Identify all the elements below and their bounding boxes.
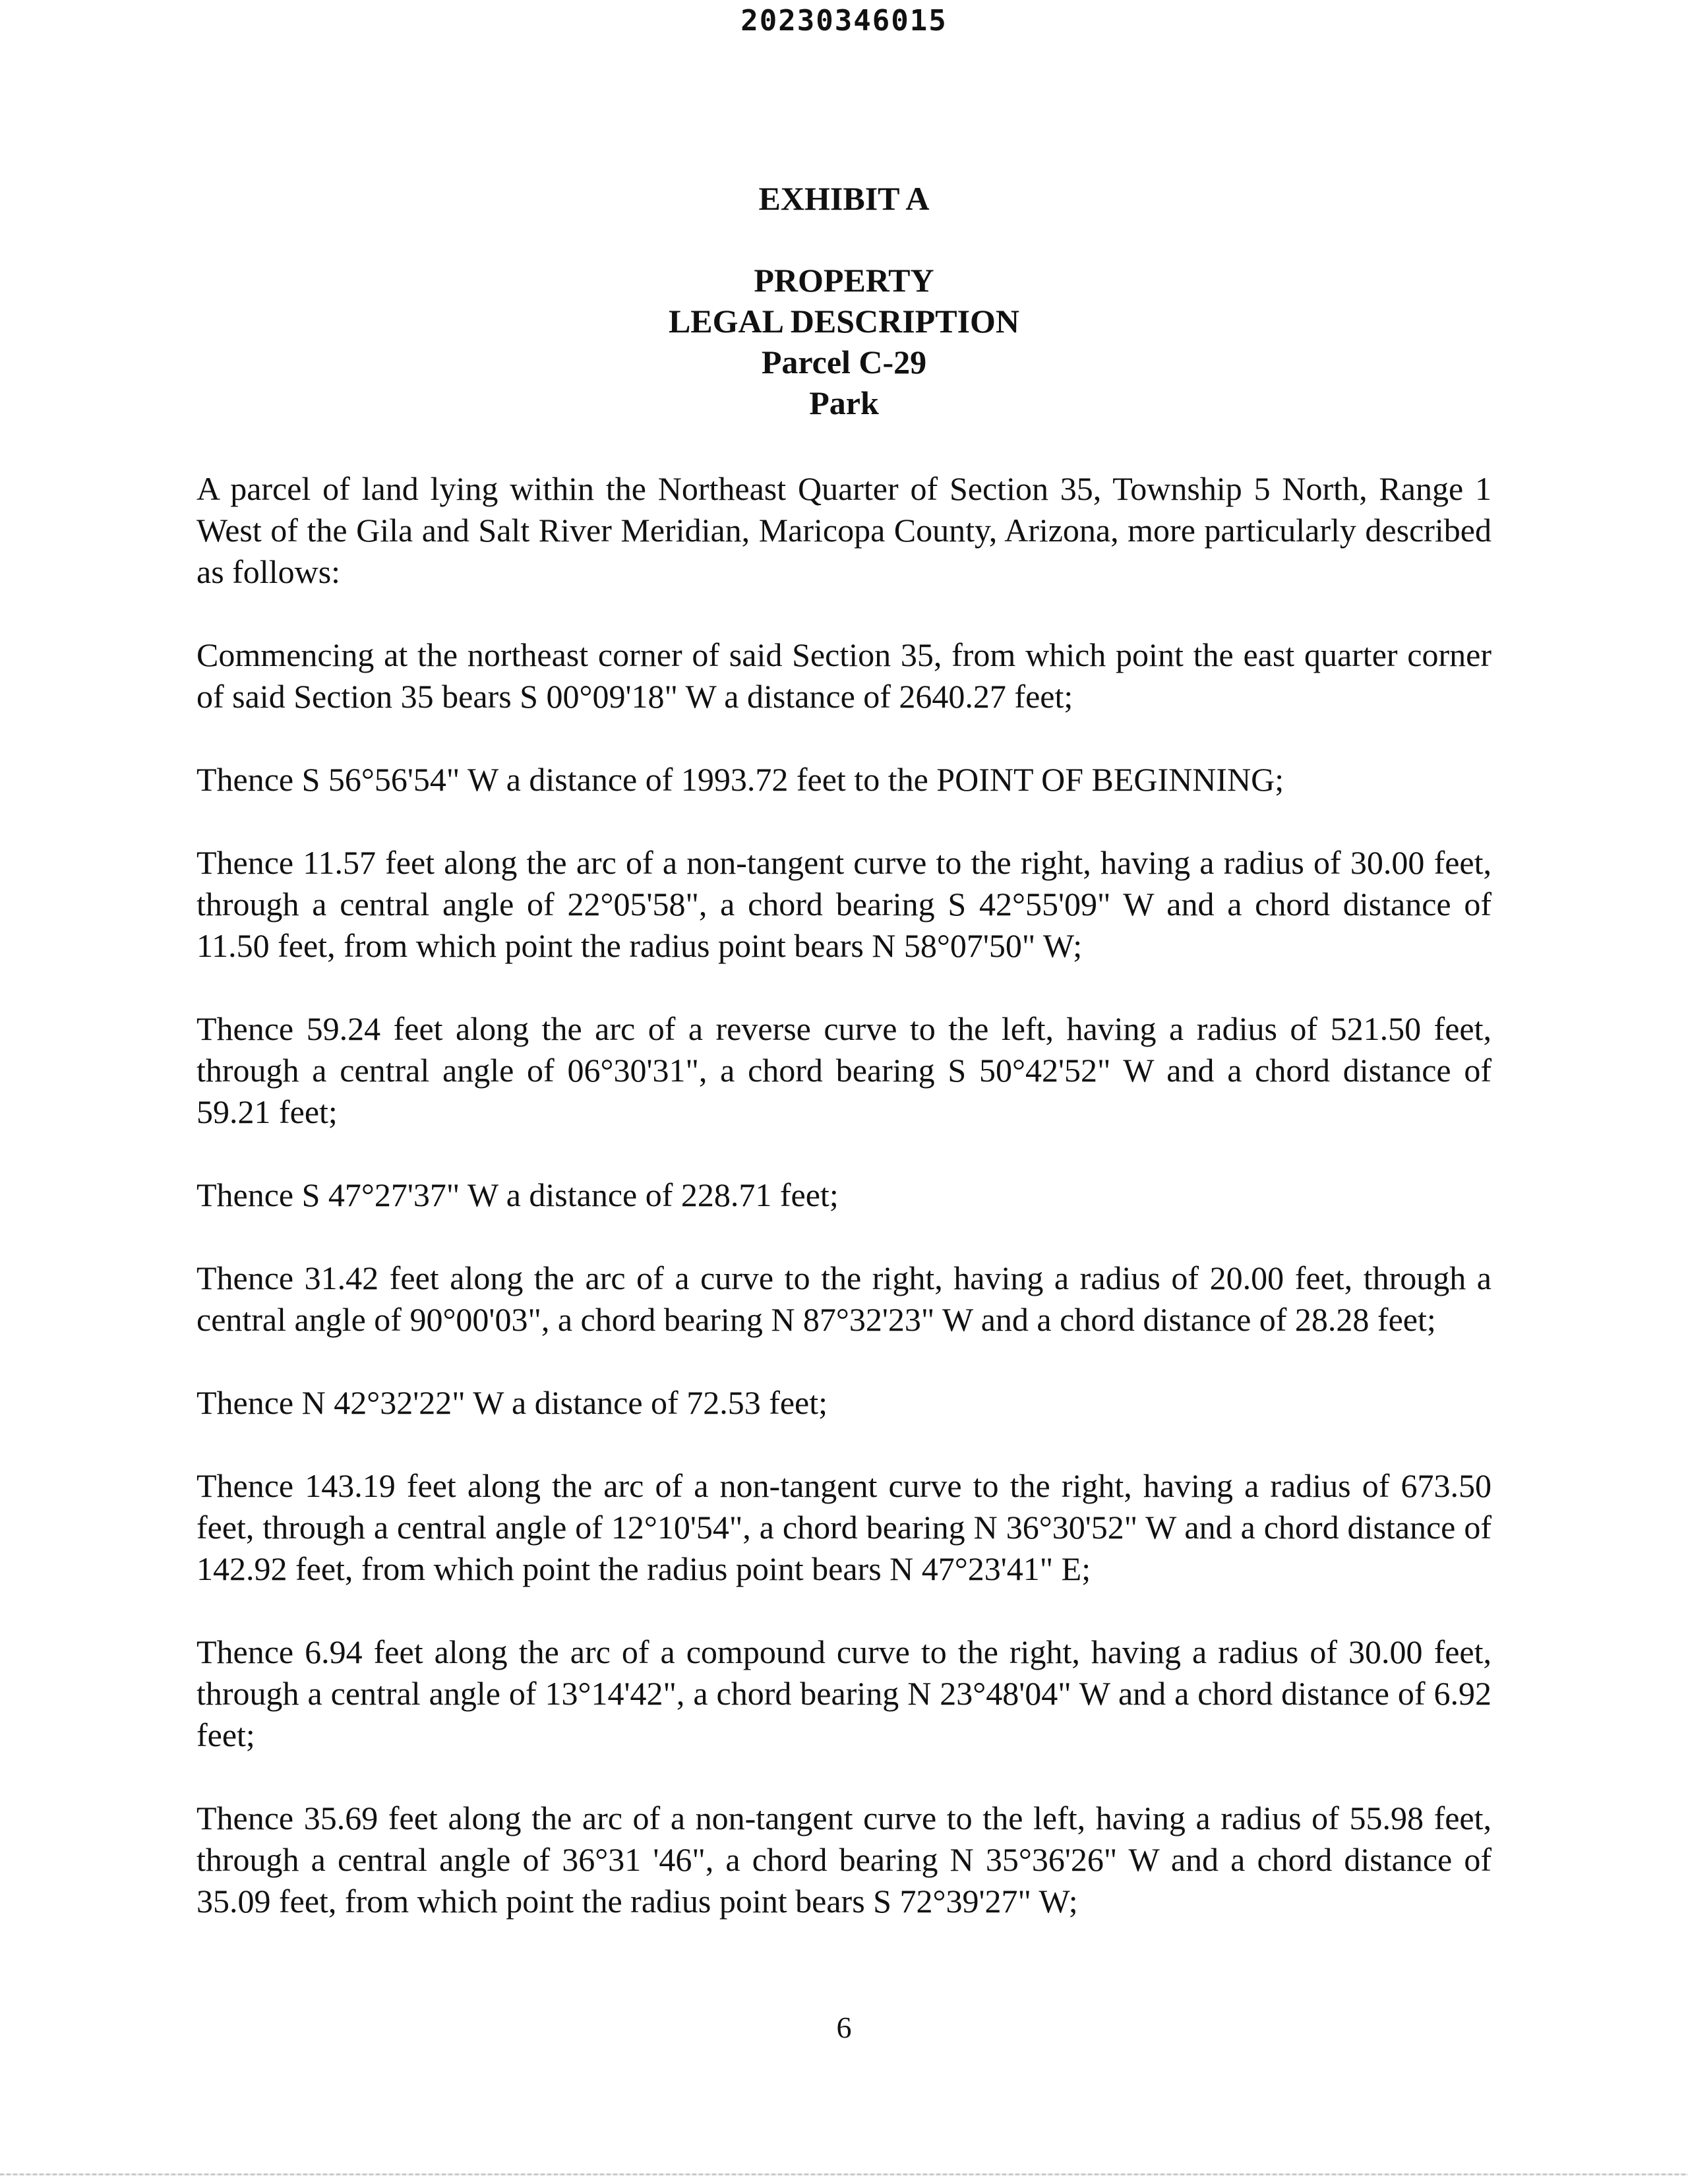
paragraph-course: Thence 6.94 feet along the arc of a compound curve to the right, having a radius of 30.00 feet, through a central angle of 13°14'42", a chord bearing N 23°48'04" W and a chord distance of 6.92 feet; <box>196 1633 1492 1753</box>
paragraph-commencing: Commencing at the northeast corner of said Section 35, from which point the east quarter corner of said Section 35 bears S 00°09'18" W a distance of 2640.27 feet; <box>196 636 1492 715</box>
paragraph-course: Thence 143.19 feet along the arc of a non-tangent curve to the right, having a radius of 673.50 feet, through a central angle of 12°10'54", a chord bearing N 36°30'52" W and a chord distance of 142.92 feet, from which point the radius point bears N 47°23'41" E; <box>196 1467 1492 1587</box>
exhibit-title: EXHIBIT A <box>758 180 930 217</box>
title-line-legal-description: LEGAL DESCRIPTION <box>668 303 1020 340</box>
paragraph-course: Thence 11.57 feet along the arc of a non-tangent curve to the right, having a radius of 30.00 feet, through a central angle of 22°05'58", a chord bearing S 42°55'09" W and a chord distance of 11.50 feet, from which point the radius point bears N 58°07'50" W; <box>196 844 1492 964</box>
title-block <box>0 260 1688 423</box>
paragraph-course: Thence 59.24 feet along the arc of a reverse curve to the left, having a radius of 521.50 feet, through a central angle of 06°30'31", a chord bearing S 50°42'52" W and a chord distance of 59.21 feet; <box>196 1010 1492 1130</box>
paragraph-course: Thence 31.42 feet along the arc of a curve to the right, having a radius of 20.00 feet, through a central angle of 90°00'03", a chord bearing N 87°32'23" W and a chord distance of 28.28 feet; <box>196 1259 1492 1338</box>
recording-number: 20230346015 <box>740 4 948 38</box>
paragraph-course: Thence S 47°27'37" W a distance of 228.71 feet; <box>196 1176 839 1213</box>
paragraph-course: Thence 35.69 feet along the arc of a non-tangent curve to the left, having a radius of 55.98 feet, through a central angle of 36°31 '46", a chord bearing N 35°36'26" W and a chord distance of 35.09 feet, from which point the radius point bears S 72°39'27" W; <box>196 1800 1492 1920</box>
paragraph-point-of-beginning: Thence S 56°56'54" W a distance of 1993.72 feet to the POINT OF BEGINNING; <box>196 761 1284 798</box>
page-number: 6 <box>836 2011 852 2044</box>
scan-edge-line <box>0 2173 1688 2175</box>
title-line-park: Park <box>809 384 879 421</box>
paragraph-course: Thence N 42°32'22" W a distance of 72.53 feet; <box>196 1384 828 1421</box>
paragraph-intro: A parcel of land lying within the Northeast Quarter of Section 35, Township 5 North, Range 1 West of the Gila and Salt River Meridian, Maricopa County, Arizona, more particularly described as follows: <box>196 470 1492 590</box>
title-line-parcel: Parcel C-29 <box>761 344 927 380</box>
title-line-property: PROPERTY <box>754 262 934 299</box>
legal-description-body <box>196 468 1492 1964</box>
